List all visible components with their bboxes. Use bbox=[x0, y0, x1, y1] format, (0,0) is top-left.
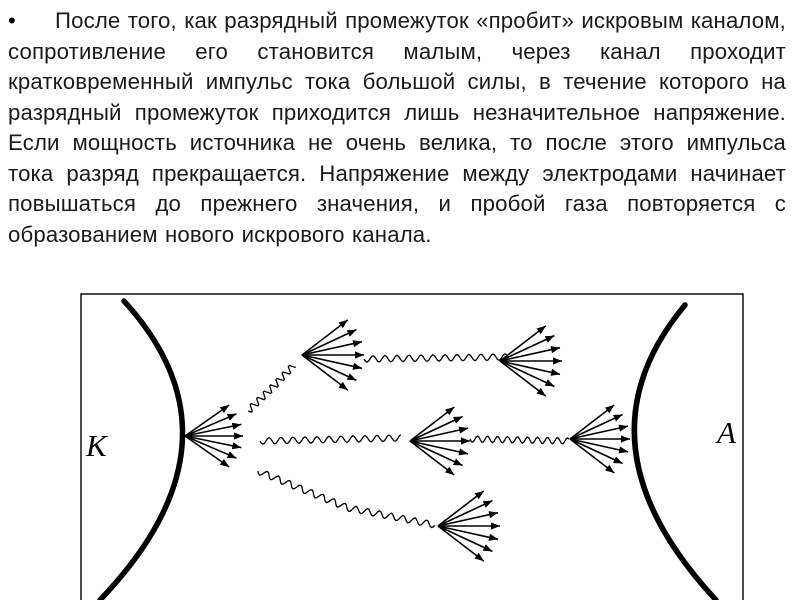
streamer-arrowhead bbox=[461, 437, 470, 444]
streamer-arrowhead bbox=[227, 451, 237, 458]
streamer-arrowhead bbox=[347, 373, 357, 380]
spark-discharge-diagram bbox=[80, 293, 744, 600]
streamer-arrowhead bbox=[220, 405, 229, 413]
streamer-arrowhead bbox=[553, 357, 562, 364]
streamer-arrowhead bbox=[551, 369, 561, 376]
streamer-arrowhead bbox=[232, 442, 242, 449]
streamer-arrowhead bbox=[483, 544, 493, 551]
cathode-electrode bbox=[100, 301, 183, 600]
photon-wave bbox=[260, 435, 401, 444]
photon-wave bbox=[470, 436, 569, 444]
photon-wave bbox=[258, 471, 435, 528]
streamer-arrowhead bbox=[353, 363, 363, 370]
avalanche-fan bbox=[438, 491, 500, 561]
cathode-label: K bbox=[86, 428, 107, 463]
streamer-arrowhead bbox=[489, 511, 499, 518]
streamer-arrowhead bbox=[545, 379, 555, 386]
streamer-arrowhead bbox=[220, 459, 229, 467]
streamer-arrowhead bbox=[453, 417, 463, 424]
streamer-arrowhead bbox=[453, 459, 463, 466]
avalanche-fan bbox=[500, 326, 562, 396]
streamer-arrowhead bbox=[621, 435, 630, 442]
streamer-arrowhead bbox=[234, 432, 243, 439]
avalanche-fan bbox=[410, 407, 470, 475]
streamer-arrowhead bbox=[483, 501, 493, 508]
streamer-arrowhead bbox=[355, 351, 364, 358]
streamer-arrowhead bbox=[551, 346, 561, 353]
streamer-arrowhead bbox=[353, 340, 363, 347]
streamer-arrowhead bbox=[613, 415, 623, 422]
streamer-arrowhead bbox=[232, 423, 242, 430]
bullet-marker: • bbox=[8, 8, 16, 33]
avalanche-fan bbox=[302, 320, 364, 390]
body-paragraph: После того, как разрядный промежуток «пробит» искровым каналом, сопротивление его становится малым, через канал проходит кратковременный импульс тока большой силы, в течение которого на разрядный промежуток приходится лишь незначительное напряжение. Если мощность источника не очень велика, то после этого импульса тока разряд прекращается. Напряжение между электродами начинает повышаться до прежнего значения, и пробой газа повторяется с образованием нового искрового канала. bbox=[8, 8, 786, 247]
streamer-arrowhead bbox=[491, 522, 500, 529]
photon-wave bbox=[364, 354, 508, 362]
photon-wave bbox=[248, 366, 296, 413]
streamer-arrowhead bbox=[227, 414, 237, 421]
avalanche-fan bbox=[570, 405, 630, 473]
anode-electrode bbox=[634, 305, 716, 600]
streamer-arrowhead bbox=[347, 330, 357, 337]
streamer-arrowhead bbox=[489, 534, 499, 541]
cathode-streamer-fan bbox=[185, 405, 243, 467]
streamer-arrowhead bbox=[545, 336, 555, 343]
anode-label: A bbox=[717, 415, 736, 450]
streamer-arrowhead bbox=[613, 457, 623, 464]
